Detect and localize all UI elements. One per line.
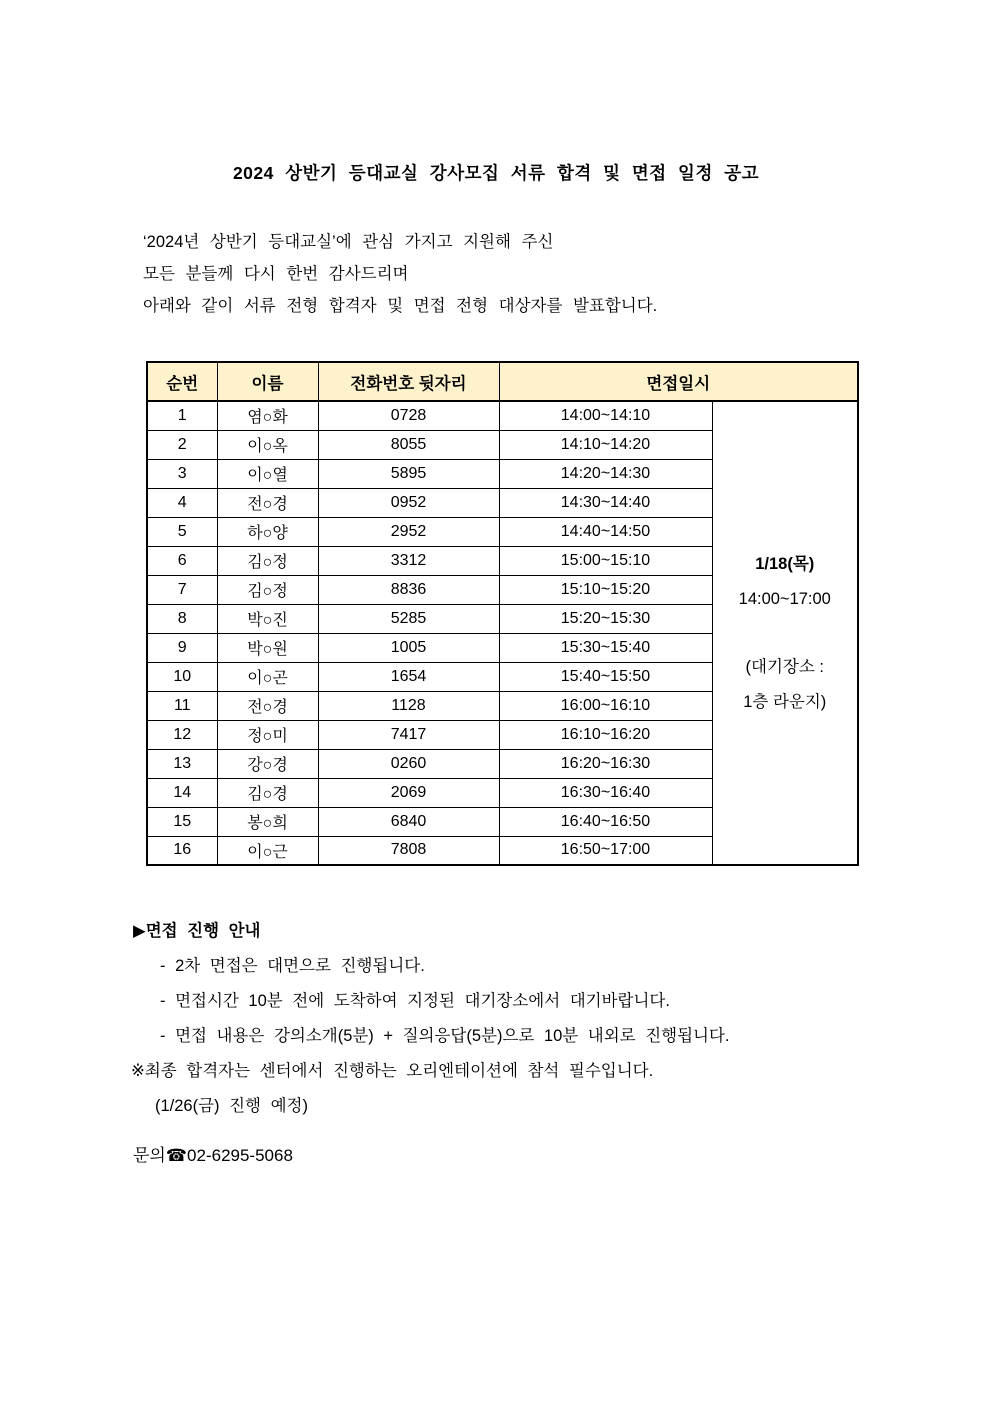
notice-heading: ▶면접 진행 안내 — [133, 922, 261, 940]
schedule-time: 14:00~17:00 — [738, 589, 831, 608]
cell-time: 15:40~15:50 — [499, 662, 712, 691]
col-header-name: 이름 — [217, 362, 318, 401]
cell-name: 이○옥 — [217, 430, 318, 459]
cell-no: 15 — [147, 807, 217, 836]
contact-number: 02-6295-5068 — [187, 1146, 293, 1165]
cell-no: 2 — [147, 430, 217, 459]
cell-phone: 1005 — [318, 633, 499, 662]
cell-time: 14:00~14:10 — [499, 401, 712, 430]
cell-phone: 8055 — [318, 430, 499, 459]
cell-name: 염○화 — [217, 401, 318, 430]
cell-phone: 5285 — [318, 604, 499, 633]
cell-no: 8 — [147, 604, 217, 633]
cell-time: 16:30~16:40 — [499, 778, 712, 807]
notice-item-1: - 2차 면접은 대면으로 진행됩니다. — [160, 957, 425, 975]
cell-no: 6 — [147, 546, 217, 575]
interview-notice-section — [131, 914, 992, 1124]
cell-name: 박○원 — [217, 633, 318, 662]
cell-no: 7 — [147, 575, 217, 604]
cell-no: 9 — [147, 633, 217, 662]
cell-time: 15:20~15:30 — [499, 604, 712, 633]
intro-line-1: ‘2024년 상반기 등대교실’에 관심 가지고 지원해 주신 — [143, 233, 554, 251]
cell-time: 15:00~15:10 — [499, 546, 712, 575]
schedule-waiting-place-line2: 1층 라운지) — [743, 692, 827, 711]
notice-item-3: - 면접 내용은 강의소개(5분) + 질의응답(5분)으로 10분 내외로 진행됩니다. — [160, 1027, 730, 1045]
orientation-date-note: (1/26(금) 진행 예정) — [155, 1097, 308, 1115]
intro-line-3: 아래와 같이 서류 전형 합격자 및 면접 전형 대상자를 발표합니다. — [143, 297, 658, 315]
cell-time: 14:20~14:30 — [499, 459, 712, 488]
cell-phone: 7808 — [318, 836, 499, 865]
cell-phone: 0260 — [318, 749, 499, 778]
cell-time: 14:40~14:50 — [499, 517, 712, 546]
cell-phone: 5895 — [318, 459, 499, 488]
cell-phone: 3312 — [318, 546, 499, 575]
cell-time: 15:30~15:40 — [499, 633, 712, 662]
cell-no: 10 — [147, 662, 217, 691]
col-header-phone: 전화번호 뒷자리 — [318, 362, 499, 401]
cell-no: 1 — [147, 401, 217, 430]
cell-name: 봉○희 — [217, 807, 318, 836]
cell-time: 16:50~17:00 — [499, 836, 712, 865]
col-header-no: 순번 — [147, 362, 217, 401]
col-header-datetime: 면접일시 — [499, 362, 858, 401]
cell-name: 김○정 — [217, 575, 318, 604]
contact-line — [133, 1141, 992, 1166]
cell-phone: 0728 — [318, 401, 499, 430]
cell-time: 16:40~16:50 — [499, 807, 712, 836]
cell-phone: 1128 — [318, 691, 499, 720]
cell-name: 강○경 — [217, 749, 318, 778]
cell-name: 박○진 — [217, 604, 318, 633]
interview-schedule-table — [146, 361, 859, 866]
cell-time: 14:30~14:40 — [499, 488, 712, 517]
cell-phone: 1654 — [318, 662, 499, 691]
cell-no: 11 — [147, 691, 217, 720]
cell-time: 14:10~14:20 — [499, 430, 712, 459]
page-title: 2024 상반기 등대교실 강사모집 서류 합격 및 면접 일정 공고 — [232, 163, 760, 183]
contact-label: 문의 — [133, 1146, 166, 1165]
schedule-info-cell — [712, 401, 858, 865]
cell-name: 하○양 — [217, 517, 318, 546]
cell-name: 전○경 — [217, 488, 318, 517]
cell-phone: 0952 — [318, 488, 499, 517]
cell-time: 15:10~15:20 — [499, 575, 712, 604]
cell-name: 정○미 — [217, 720, 318, 749]
cell-phone: 2069 — [318, 778, 499, 807]
cell-time: 16:00~16:10 — [499, 691, 712, 720]
cell-time: 16:20~16:30 — [499, 749, 712, 778]
schedule-waiting-place-line1: (대기장소 : — [745, 657, 824, 676]
cell-no: 5 — [147, 517, 217, 546]
cell-phone: 6840 — [318, 807, 499, 836]
cell-no: 16 — [147, 836, 217, 865]
orientation-note: ※최종 합격자는 센터에서 진행하는 오리엔테이션에 참석 필수입니다. — [131, 1062, 654, 1080]
schedule-spacer — [713, 617, 858, 650]
cell-no: 3 — [147, 459, 217, 488]
cell-name: 김○경 — [217, 778, 318, 807]
cell-no: 12 — [147, 720, 217, 749]
cell-no: 13 — [147, 749, 217, 778]
cell-name: 이○근 — [217, 836, 318, 865]
notice-item-2: - 면접시간 10분 전에 도착하여 지정된 대기장소에서 대기바랍니다. — [160, 992, 670, 1010]
cell-phone: 7417 — [318, 720, 499, 749]
table-row — [147, 401, 858, 430]
cell-no: 14 — [147, 778, 217, 807]
cell-phone: 2952 — [318, 517, 499, 546]
schedule-date: 1/18(목) — [755, 554, 815, 573]
cell-name: 김○정 — [217, 546, 318, 575]
cell-phone: 8836 — [318, 575, 499, 604]
intro-paragraph — [143, 226, 992, 322]
cell-name: 이○열 — [217, 459, 318, 488]
cell-name: 전○경 — [217, 691, 318, 720]
phone-icon: ☎ — [165, 1146, 188, 1165]
cell-name: 이○곤 — [217, 662, 318, 691]
cell-no: 4 — [147, 488, 217, 517]
intro-line-2: 모든 분들께 다시 한번 감사드리며 — [143, 265, 409, 283]
cell-time: 16:10~16:20 — [499, 720, 712, 749]
table-header-row — [147, 362, 858, 401]
